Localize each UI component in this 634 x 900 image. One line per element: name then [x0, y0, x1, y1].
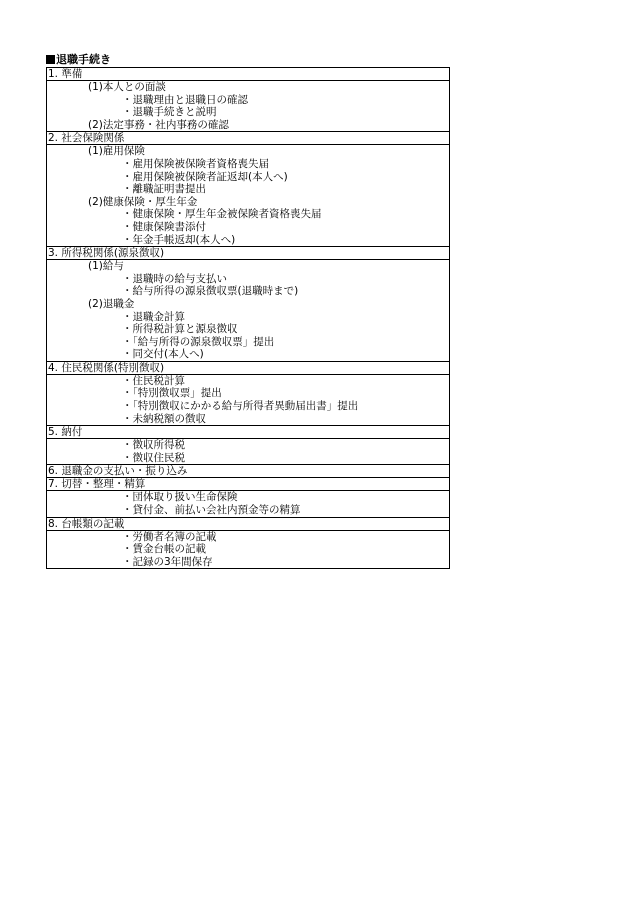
section-header: 3. 所得税関係(源泉徴収) [47, 247, 449, 260]
item-row: ・徴収住民税 [122, 451, 185, 464]
document-title [46, 52, 450, 67]
subsection-row: (1)雇用保険 [88, 145, 145, 158]
item-row: ・労働者名簿の記載 [122, 530, 217, 543]
section-body [47, 81, 449, 132]
item-row: ・離職証明書提出 [122, 183, 206, 196]
item-row: ・団体取り扱い生命保険 [122, 491, 238, 504]
document-sheet [46, 52, 450, 569]
item-row: ・所得税計算と源泉徴収 [122, 323, 238, 336]
subsection-row: (1)本人との面談 [88, 81, 166, 93]
item-row: ・年金手帳返却(本人へ) [122, 233, 236, 246]
section-header: 6. 退職金の支払い・振り込み [47, 465, 449, 478]
section-header: 7. 切替・整理・精算 [47, 478, 449, 491]
section-body [47, 531, 449, 570]
item-row: ・同交付(本人へ) [122, 348, 204, 361]
item-row: ・退職理由と退職日の確認 [122, 93, 248, 106]
item-row: ・住民税計算 [122, 374, 185, 387]
item-row: ・退職金計算 [122, 310, 185, 323]
item-row: ・健康保険書添付 [122, 220, 206, 233]
item-row: ・「特別徴収にかかる給与所得者異動届出書」提出 [122, 400, 359, 413]
subsection-row: (2)健康保険・厚生年金 [88, 195, 198, 208]
item-row: ・健康保険・厚生年金被保険者資格喪失届 [122, 208, 322, 221]
item-row: ・記録の3年間保存 [122, 555, 213, 568]
item-row: ・「給与所得の源泉徴収票」提出 [122, 335, 275, 348]
section-header: 2. 社会保険関係 [47, 132, 449, 145]
section-header: 1. 準備 [47, 68, 449, 81]
section-body [47, 439, 449, 465]
document-title-text: 退職手続き [56, 53, 111, 66]
item-row: ・未納税額の徴収 [122, 412, 206, 425]
item-row: ・退職時の給与支払い [122, 272, 227, 285]
item-row: ・退職手続きと説明 [122, 106, 217, 119]
section-body [47, 260, 449, 362]
procedure-table [46, 67, 450, 569]
section-body [47, 375, 449, 426]
section-header: 4. 住民税関係(特別徴収) [47, 362, 449, 375]
item-row: ・貸付金、前払い会社内預金等の精算 [122, 504, 301, 517]
subsection-row: (1)給与 [88, 260, 124, 273]
item-row: ・雇用保険被保険者資格喪失届 [122, 157, 269, 170]
section-body [47, 491, 449, 517]
section-header: 8. 台帳類の記載 [47, 518, 449, 531]
item-row: ・徴収所得税 [122, 439, 185, 452]
subsection-row: (2)法定事務・社内事務の確認 [88, 118, 229, 131]
section-body [47, 145, 449, 247]
item-row: ・雇用保険被保険者証返却(本人へ) [122, 170, 288, 183]
item-row: ・「特別徴収票」提出 [122, 387, 222, 400]
section-header: 5. 納付 [47, 426, 449, 439]
black-square-icon [46, 55, 55, 64]
item-row: ・賃金台帳の記載 [122, 543, 206, 556]
subsection-row: (2)退職金 [88, 297, 135, 310]
item-row: ・給与所得の源泉徴収票(退職時まで) [122, 285, 299, 298]
